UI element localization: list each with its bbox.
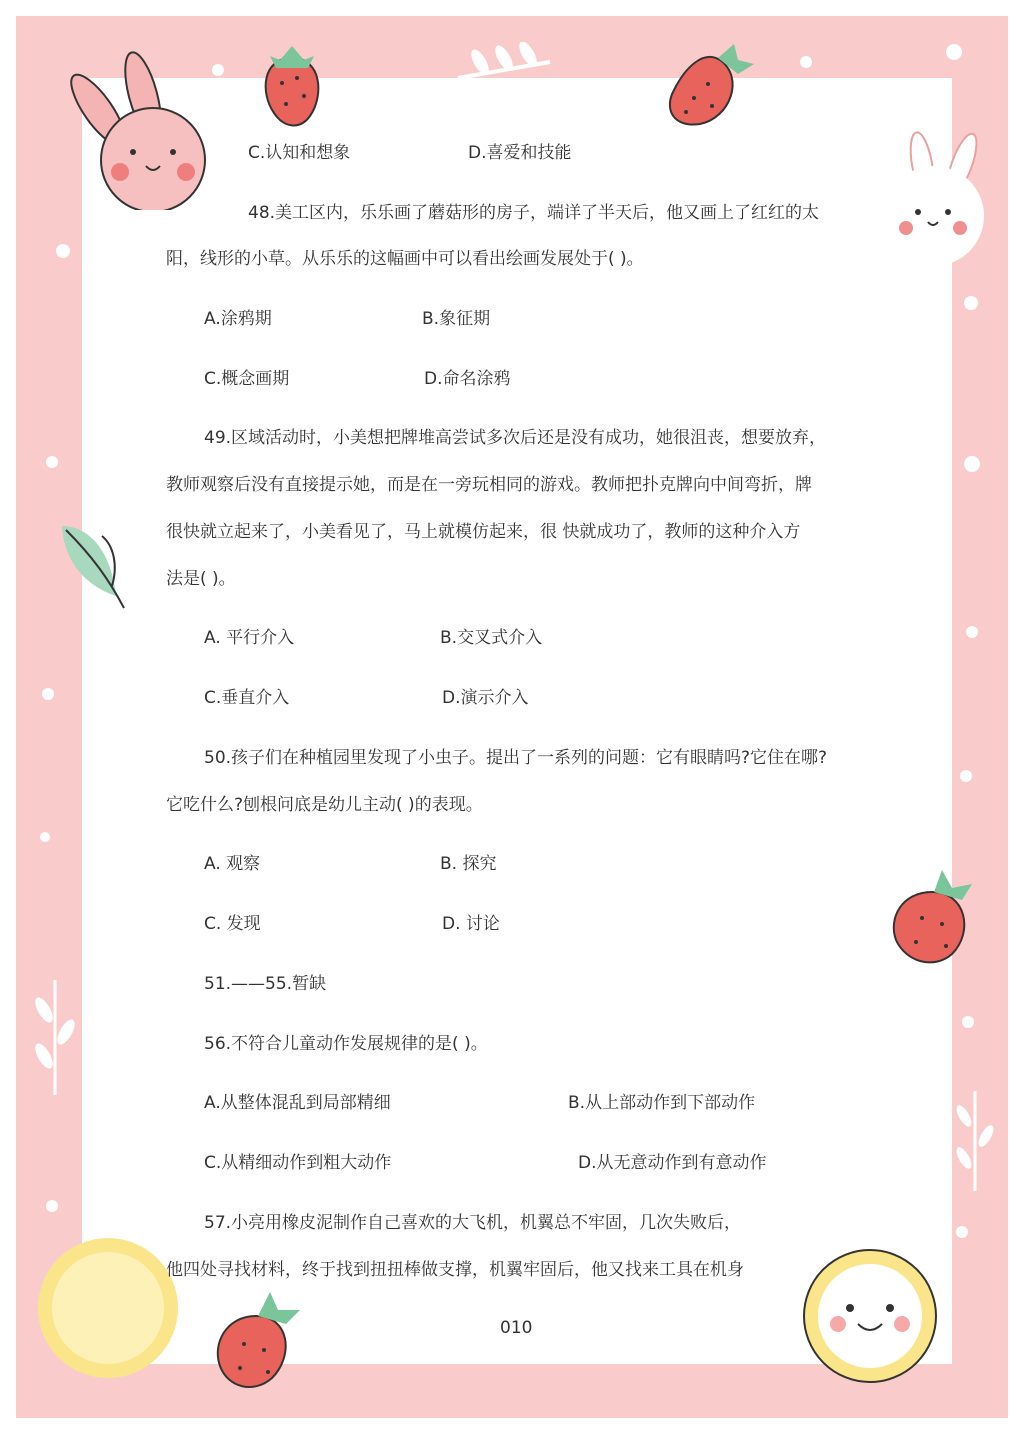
- border-dot: [40, 832, 50, 842]
- border-dot: [46, 456, 58, 468]
- text-line: 51.——55.暂缺: [204, 974, 327, 994]
- text-line: 57.小亮用橡皮泥制作自己喜欢的大飞机，机翼总不牢固，几次失败后，: [204, 1213, 742, 1233]
- text-line: 56.不符合儿童动作发展规律的是( )。: [204, 1034, 488, 1054]
- white-leaf-icon: [450, 42, 560, 88]
- text-line: A.涂鸦期: [204, 309, 272, 329]
- border-dot: [42, 688, 54, 700]
- text-line: B. 探究: [440, 854, 497, 874]
- border-dot: [956, 1226, 968, 1238]
- text-line: A.从整体混乱到局部精细: [204, 1093, 391, 1113]
- text-line: 阳，线形的小草。从乐乐的这幅画中可以看出绘画发展处于( )。: [166, 249, 644, 269]
- page-number: 010: [500, 1318, 533, 1338]
- white-leaf-icon: [30, 970, 80, 1100]
- text-line: B.交叉式介入: [440, 628, 543, 648]
- strawberry-icon: [660, 38, 760, 130]
- border-dot: [964, 456, 980, 472]
- text-line: D.从无意动作到有意动作: [578, 1153, 767, 1173]
- text-line: 48.美工区内，乐乐画了蘑菇形的房子，端详了半天后，他又画上了红红的太: [248, 203, 820, 223]
- bunny-icon: [48, 40, 218, 210]
- strawberry-icon: [210, 1286, 310, 1396]
- text-line: 教师观察后没有直接提示她，而是在一旁玩相同的游戏。教师把扑克牌向中间弯折，牌: [166, 475, 812, 495]
- text-line: 它吃什么?刨根问底是幼儿主动( )的表现。: [166, 795, 483, 815]
- strawberry-icon: [886, 862, 986, 972]
- text-line: C.从精细动作到粗大动作: [204, 1153, 392, 1173]
- text-line: C.概念画期: [204, 369, 290, 389]
- text-line: C.垂直介入: [204, 688, 290, 708]
- strawberry-icon: [252, 38, 332, 134]
- lemon-face-icon: [800, 1246, 940, 1386]
- border-dot: [964, 296, 978, 310]
- text-line: A. 平行介入: [204, 628, 295, 648]
- border-dot: [800, 56, 812, 68]
- border-dot: [56, 244, 70, 258]
- text-line: D.命名涂鸦: [424, 369, 511, 389]
- text-line: 49.区域活动时，小美想把牌堆高尝试多次后还是没有成功，她很沮丧，想要放弃，: [204, 428, 827, 448]
- border-dot: [46, 1200, 58, 1212]
- text-line: 50.孩子们在种植园里发现了小虫子。提出了一系列的问题：它有眼睛吗?它住在哪?: [204, 748, 828, 768]
- text-line: C.认知和想象: [248, 143, 351, 163]
- text-line: 法是( )。: [166, 569, 236, 589]
- text-line: D. 讨论: [442, 914, 500, 934]
- border-dot: [962, 1016, 974, 1028]
- bunny-icon: [872, 124, 1002, 274]
- border-dot: [966, 626, 978, 638]
- text-line: 他四处寻找材料，终于找到扭扭棒做支撑，机翼牢固后，他又找来工具在机身: [166, 1260, 744, 1280]
- white-leaf-icon: [950, 1086, 1000, 1196]
- lemon-icon: [36, 1236, 180, 1380]
- text-line: D.演示介入: [442, 688, 529, 708]
- text-line: 很快就立起来了，小美看见了，马上就模仿起来，很 快就成功了，教师的这种介入方: [166, 522, 801, 542]
- text-line: B.象征期: [422, 309, 491, 329]
- leaf-icon: [52, 516, 132, 610]
- text-line: D.喜爱和技能: [468, 143, 572, 163]
- border-dot: [946, 44, 962, 60]
- text-line: B.从上部动作到下部动作: [568, 1093, 756, 1113]
- text-line: C. 发现: [204, 914, 261, 934]
- border-dot: [960, 770, 972, 782]
- text-line: A. 观察: [204, 854, 261, 874]
